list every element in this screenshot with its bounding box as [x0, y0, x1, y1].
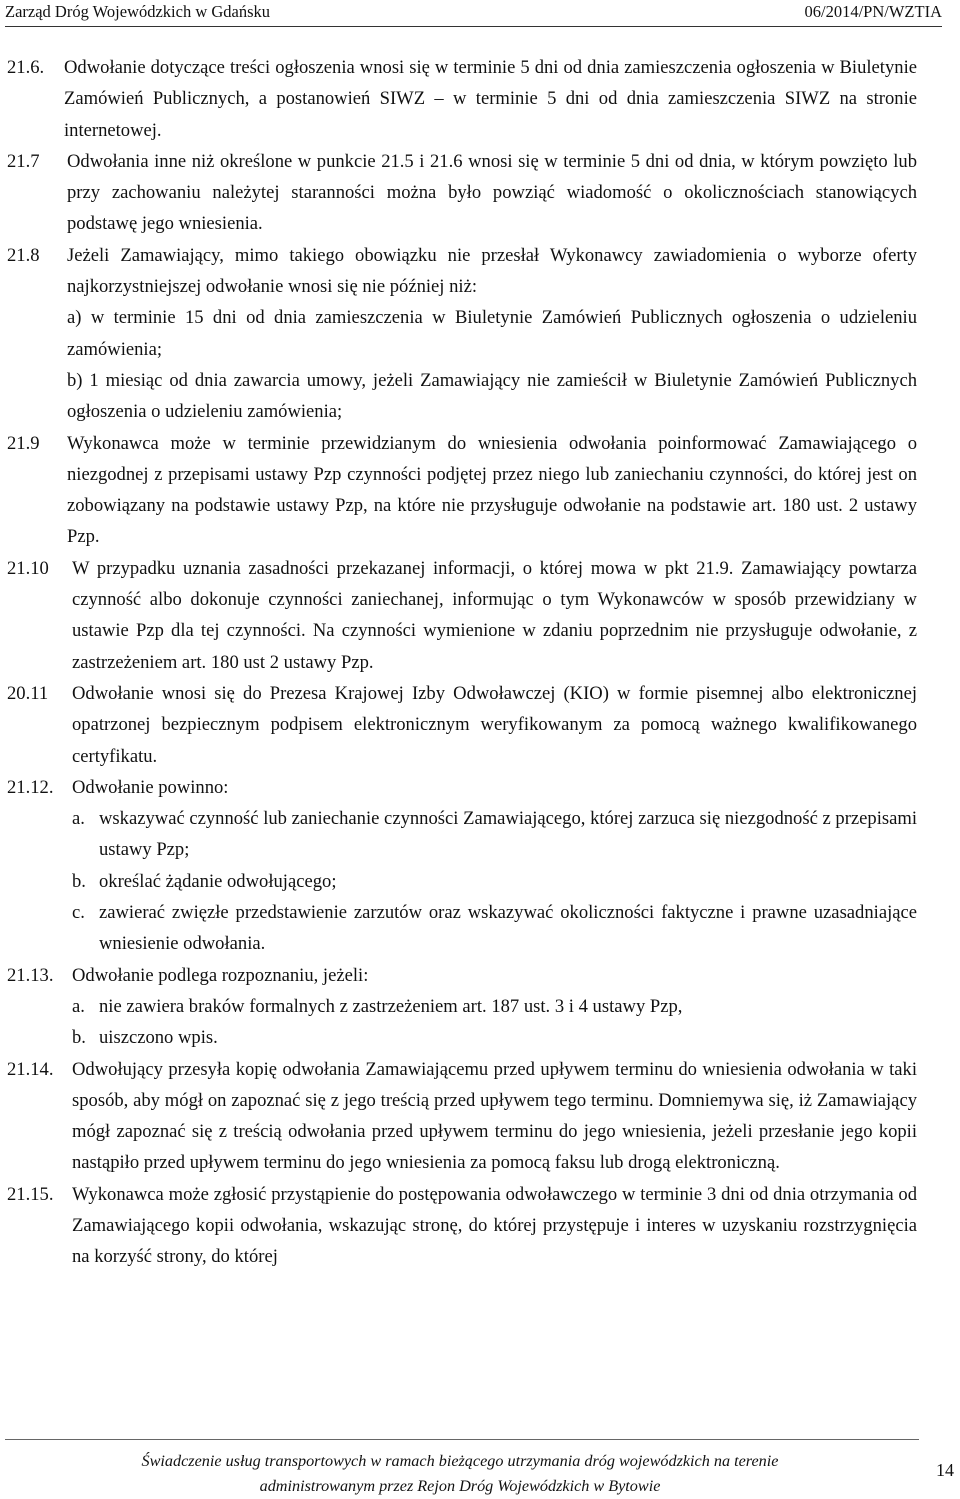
subpoint-b	[72, 1022, 917, 1053]
document-body	[7, 52, 917, 1273]
clause-text: Jeżeli Zamawiający, mimo takiego obowiązku nie przesłał Wykonawcy zawiadomienia o wyborze oferty najkorzystniejszej odwołanie wnosi się nie później niż:	[67, 244, 917, 298]
header-organization: Zarząd Dróg Wojewódzkich w Gdańsku	[5, 2, 271, 21]
clause-number: 21.13.	[7, 964, 54, 986]
clause-text: Odwołujący przesyła kopię odwołania Zamawiającemu przed upływem terminu do wniesienia odwołania w taki sposób, aby mógł on zapoznać się z jego treścią przed upływem tego terminu. Domniemywa się, iż Zamawiający mógł zapoznać się z treścią odwołania przed upływem terminu do jego wniesienia, jeżeli przesłanie jego kopii nastąpiło przed upływem terminu do jego wniesienia za pomocą faksu lub drogą elektroniczną.	[72, 1058, 917, 1174]
clause-number: 21.15.	[7, 1183, 54, 1205]
subpoint-text: zawierać zwięzłe przedstawienie zarzutów oraz wskazywać okoliczności faktyczne i prawne uzasadniające wniesienie odwołania.	[99, 902, 917, 955]
clause-text: Wykonawca może w terminie przewidzianym do wniesienia odwołania poinformować Zamawiającego o niezgodnej z przepisami ustawy Pzp czynności podjętej przez niego lub zaniechaniu czynności, do której jest on zobowiązany na podstawie ustawy Pzp, na które nie przysługuje odwołanie na podstawie art. 180 ust. 2 ustawy Pzp.	[67, 432, 917, 548]
clause-number: 21.12.	[7, 776, 54, 798]
clause-subpoint-a: a) w terminie 15 dni od dnia zamieszczenia w Biuletynie Zamówień Publicznych ogłoszenia o udzieleniu zamówienia;	[67, 307, 917, 360]
clause-21-15	[7, 1179, 917, 1273]
subpoint-text: nie zawiera braków formalnych z zastrzeżeniem art. 187 ust. 3 i 4 ustawy Pzp,	[99, 995, 683, 1017]
subpoint-label: b.	[72, 870, 86, 892]
clause-21-14	[7, 1054, 917, 1179]
page-header	[5, 0, 942, 27]
clause-21-8	[7, 240, 917, 428]
clause-number: 21.7	[7, 150, 40, 172]
clause-number: 21.14.	[7, 1058, 54, 1080]
subpoint-text: określać żądanie odwołującego;	[99, 870, 337, 892]
subpoint-a	[72, 991, 917, 1022]
clause-text: Wykonawca może zgłosić przystąpienie do postępowania odwoławczego w terminie 3 dni od dnia otrzymania od Zamawiającego kopii odwołania, wskazując stronę, do której przystępuje i interes w uzyskaniu rozstrzygnięcia na korzyść strony, do której	[72, 1183, 917, 1268]
clause-text: Odwołanie wnosi się do Prezesa Krajowej Izby Odwoławczej (KIO) w formie pisemnej albo elektronicznej opatrzonej bezpiecznym podpisem elektronicznym weryfikowanym za pomocą ważnego kwalifikowanego certyfikatu.	[72, 682, 917, 767]
clause-21-7	[7, 146, 917, 240]
subpoint-c	[72, 897, 917, 960]
clause-21-9	[7, 428, 917, 553]
clause-number: 21.9	[7, 432, 40, 454]
footer-divider	[5, 1439, 919, 1440]
clause-text: Odwołanie podlega rozpoznaniu, jeżeli:	[72, 964, 369, 986]
clause-number: 21.8	[7, 244, 40, 266]
subpoint-label: a.	[72, 808, 85, 830]
subpoint-label: b.	[72, 1027, 86, 1049]
clause-21-10	[7, 553, 917, 678]
footer-line-1: Świadczenie usług transportowych w ramach bieżącego utrzymania dróg wojewódzkich na terenie	[141, 1452, 779, 1470]
clause-number: 21.6.	[7, 57, 45, 78]
clause-number: 21.10	[7, 557, 49, 579]
clause-21-13	[7, 960, 917, 1054]
clause-text: Odwołanie dotyczące treści ogłoszenia wnosi się w terminie 5 dni od dnia zamieszczenia ogłoszenia w Biuletynie Zamówień Publicznych, a postanowień SIWZ – w terminie 5 dni od dnia zamieszczenia SIWZ na stronie internetowej.	[64, 57, 917, 141]
clause-subpoint-b: b) 1 miesiąc od dnia zawarcia umowy, jeżeli Zamawiający nie zamieścił w Biuletynie Zamówień Publicznych ogłoszenia o udzieleniu zamówienia;	[67, 369, 917, 423]
clause-text: W przypadku uznania zasadności przekazanej informacji, o której mowa w pkt 21.9. Zamawiający powtarza czynność albo dokonuje czynności zaniechanej, informując o tym Wykonawców w sposób przewidziany w ustawie Pzp dla tej czynności. Na czynności wymienione w zdaniu poprzednim nie przysługuje odwołanie, z zastrzeżeniem art. 180 ust 2 ustawy Pzp.	[72, 557, 917, 673]
clause-20-11	[7, 678, 917, 772]
subpoint-b	[72, 866, 917, 897]
page-footer	[50, 1449, 870, 1499]
clause-21-6	[7, 52, 917, 146]
header-reference-number: 06/2014/PN/WZTIA	[804, 2, 942, 21]
subpoint-text: wskazywać czynność lub zaniechanie czynności Zamawiającego, której zarzuca się niezgodność z przepisami ustawy Pzp;	[99, 808, 917, 861]
clause-text: Odwołania inne niż określone w punkcie 21.5 i 21.6 wnosi się w terminie 5 dni od dnia, w którym powzięto lub przy zachowaniu należytej staranności można było powziąć wiadomość o okolicznościach stanowiących podstawę jego wniesienia.	[67, 150, 917, 235]
subpoint-a	[72, 803, 917, 866]
footer-line-2: administrowanym przez Rejon Dróg Wojewódzkich w Bytowie	[259, 1477, 661, 1495]
subpoint-text: uiszczono wpis.	[99, 1027, 218, 1049]
clause-21-12	[7, 772, 917, 960]
page-number: 14	[936, 1460, 954, 1480]
clause-number: 20.11	[7, 682, 49, 704]
clause-text: Odwołanie powinno:	[72, 776, 229, 798]
subpoint-label: a.	[72, 995, 85, 1017]
subpoint-label: c.	[72, 902, 85, 924]
